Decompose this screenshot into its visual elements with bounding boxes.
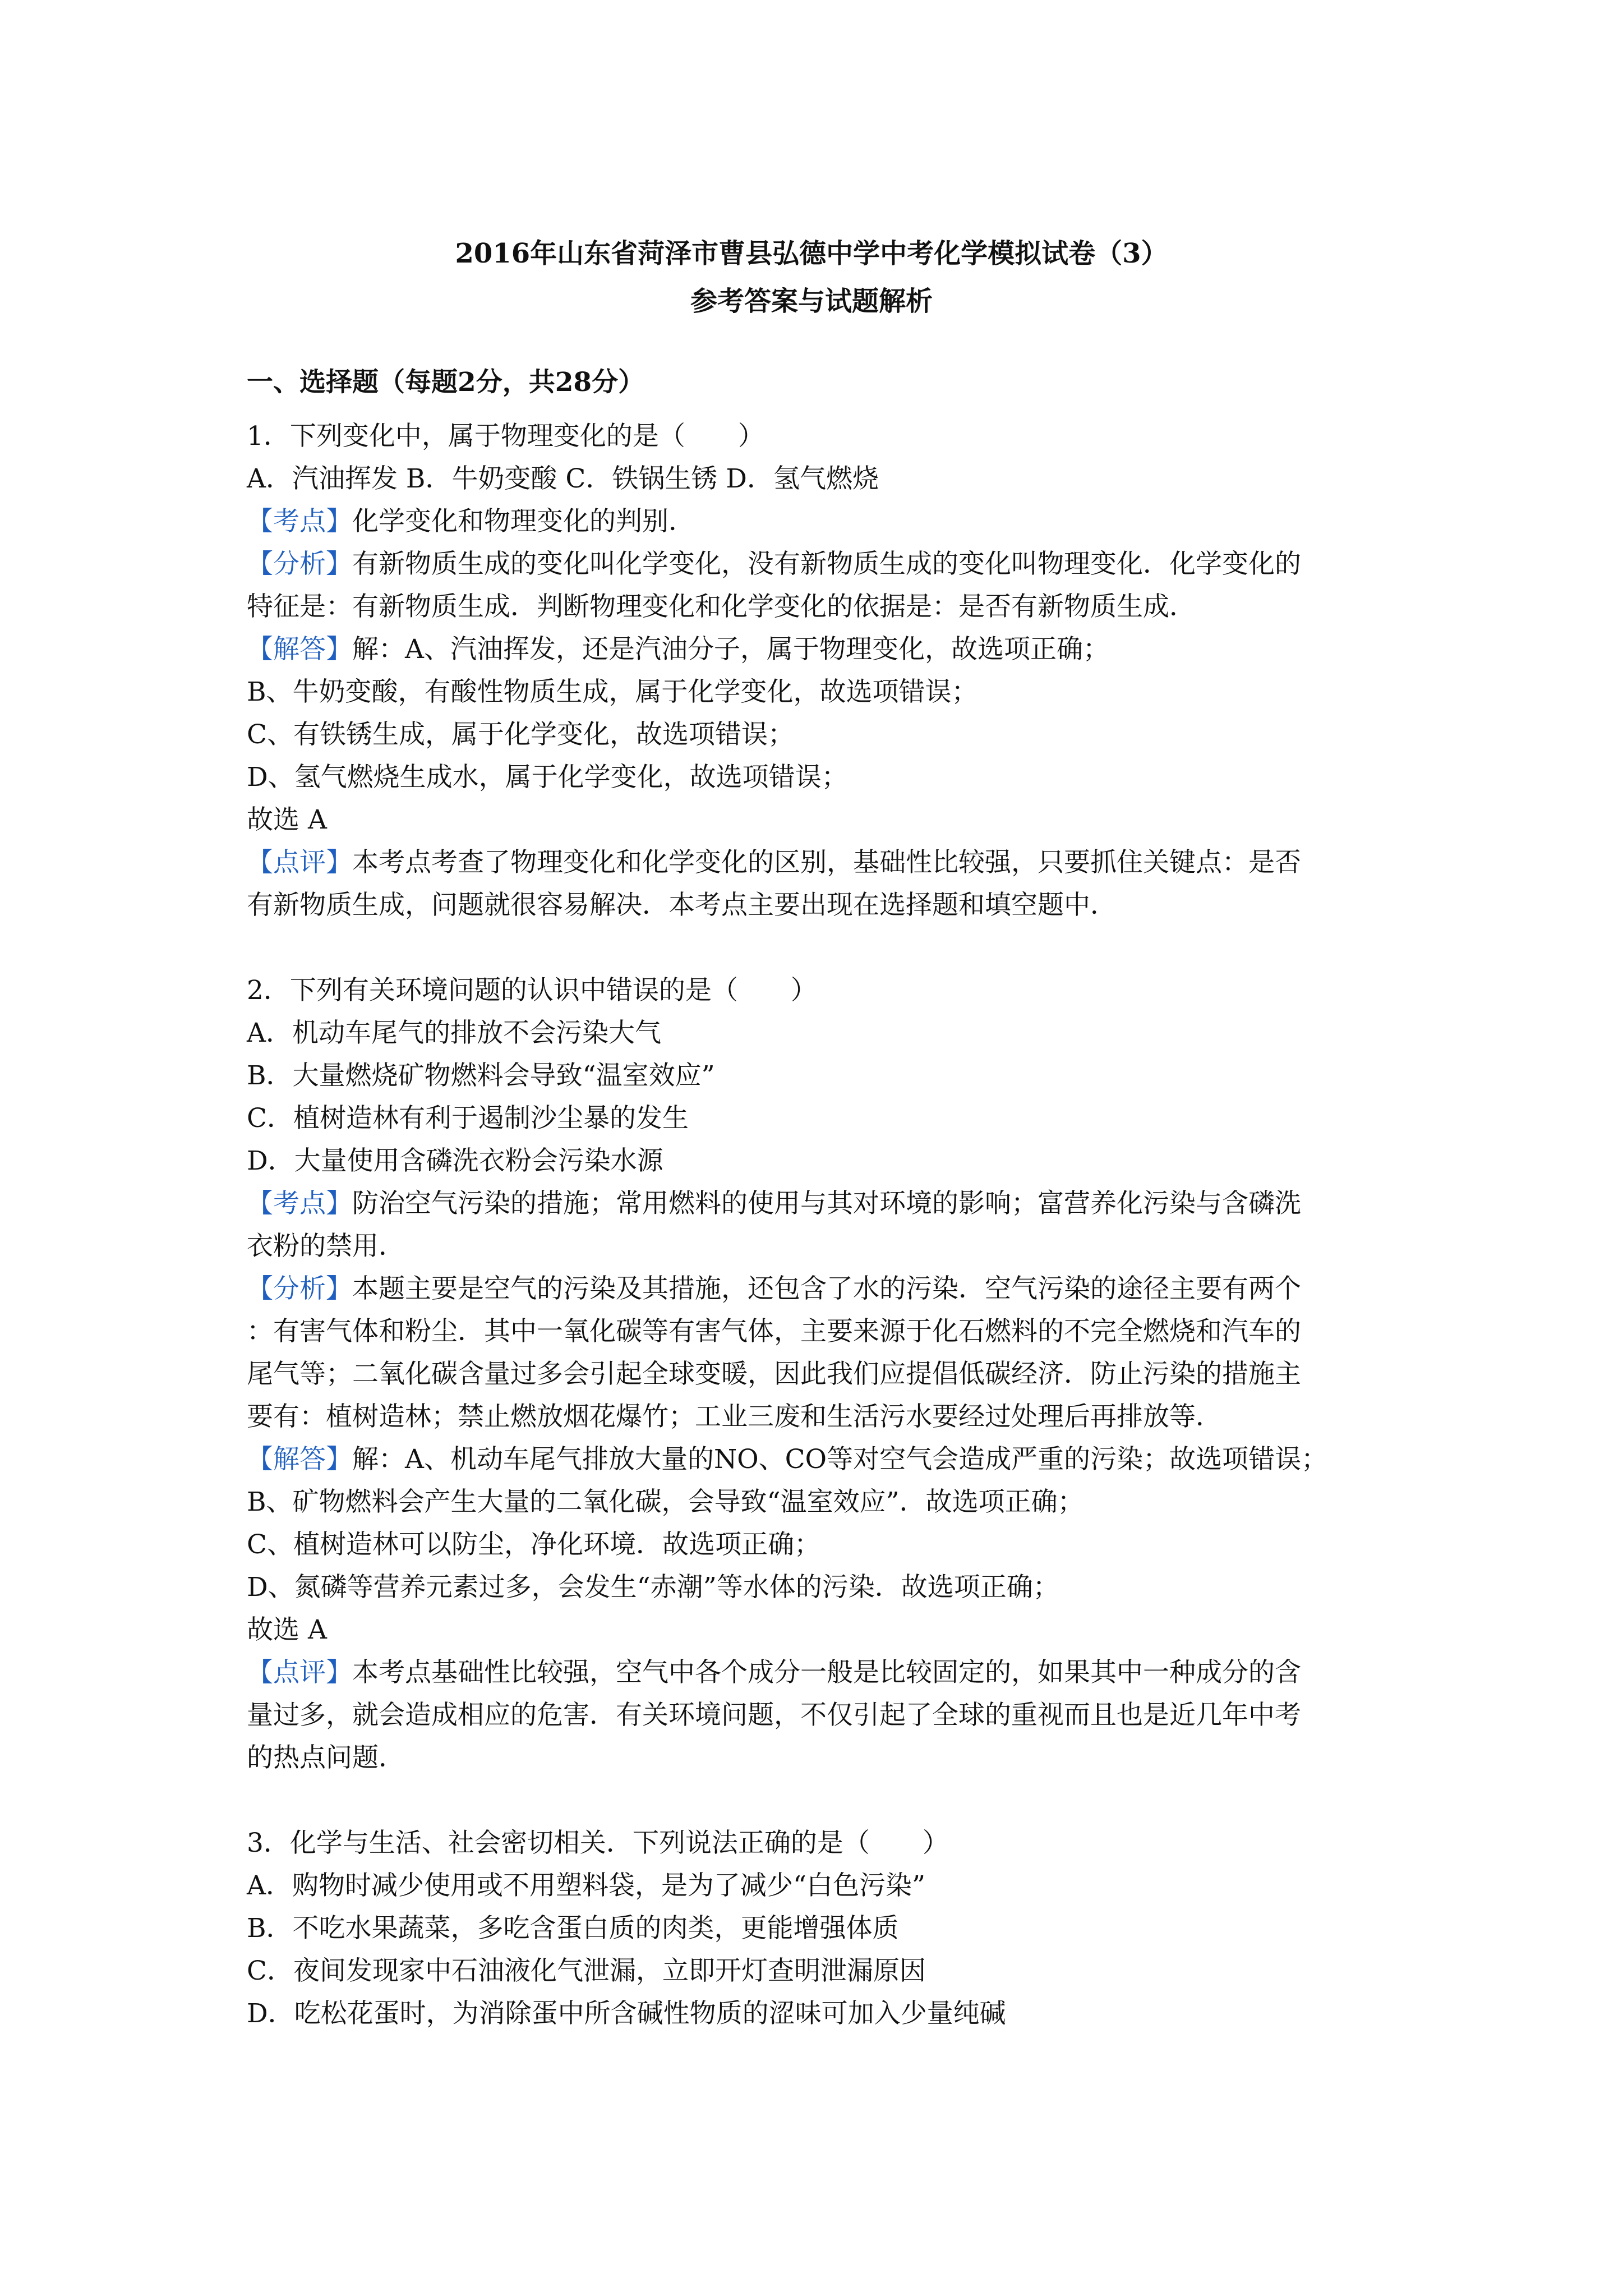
q1-dianping-text: 本考点考查了物理变化和化学变化的区别，基础性比较强，只要抓住关键点：是否: [352, 847, 1301, 878]
q2-jieda-text: 解：A、机动车尾气排放大量的NO、CO等对空气会造成严重的污染；故选项错误；: [352, 1444, 1328, 1475]
q2-dianping-text: 本考点基础性比较强，空气中各个成分一般是比较固定的，如果其中一种成分的含: [352, 1657, 1301, 1688]
q1-kaodian-text: 化学变化和物理变化的判别．: [352, 506, 695, 537]
q3-option-c: C．夜间发现家中石油液化气泄漏，立即开灯查明泄漏原因: [247, 1955, 926, 1986]
q3-option-d: D．吃松花蛋时，为消除蛋中所含碱性物质的涩味可加入少量纯碱: [247, 1998, 1006, 2029]
q3-stem: 3．化学与生活、社会密切相关．下列说法正确的是（ ）: [247, 1828, 949, 1858]
q1-fenxi: [247, 543, 1394, 586]
q2-jieda-c: C、植树造林可以防尘，净化环境．故选项正确；: [247, 1529, 820, 1560]
q1-options: A．汽油挥发 B．牛奶变酸 C．铁锅生锈 D．氢气燃烧: [247, 463, 879, 494]
q1-dianping: [247, 841, 1394, 884]
document-subtitle: 参考答案与试题解析: [690, 286, 933, 317]
dianping-tag: 【点评】: [247, 1657, 352, 1688]
q2-option-c: C．植树造林有利于遏制沙尘暴的发生: [247, 1103, 689, 1134]
q2-option-b: B．大量燃烧矿物燃料会导致“温室效应”: [247, 1060, 715, 1091]
kaodian-tag: 【考点】: [247, 506, 352, 537]
q3-option-a: A．购物时减少使用或不用塑料袋，是为了减少“白色污染”: [247, 1870, 925, 1901]
kaodian-tag: 【考点】: [247, 1188, 352, 1219]
q1-kaodian: [247, 500, 1394, 543]
spacer: [247, 927, 1394, 969]
q2-fenxi: [247, 1268, 1394, 1310]
q1-jieda-b: B、牛奶变酸，有酸性物质生成，属于化学变化，故选项错误；: [247, 677, 978, 707]
fenxi-tag: 【分析】: [247, 549, 352, 579]
q2-option-a: A．机动车尾气的排放不会污染大气: [247, 1018, 661, 1048]
q2-kaodian-text: 防治空气污染的措施；常用燃料的使用与其对环境的影响；富营养化污染与含磷洗: [352, 1188, 1301, 1219]
jieda-tag: 【解答】: [247, 634, 352, 665]
q1-jieda-text: 解：A、汽油挥发，还是汽油分子，属于物理变化，故选项正确；: [352, 634, 1109, 665]
fenxi-tag: 【分析】: [247, 1273, 352, 1304]
q1-fenxi-cont: 特征是：有新物质生成．判断物理变化和化学变化的依据是：是否有新物质生成．: [247, 591, 1196, 622]
q3-option-b: B．不吃水果蔬菜，多吃含蛋白质的肉类，更能增强体质: [247, 1913, 899, 1944]
spacer: [247, 1779, 1394, 1822]
q1-dianping-cont: 有新物质生成，问题就很容易解决．本考点主要出现在选择题和填空题中．: [247, 890, 1117, 921]
q2-kaodian: [247, 1182, 1394, 1225]
q1-fenxi-text: 有新物质生成的变化叫化学变化，没有新物质生成的变化叫物理变化．化学变化的: [352, 549, 1301, 579]
dianping-tag: 【点评】: [247, 847, 352, 878]
q2-kaodian-cont: 衣粉的禁用．: [247, 1231, 405, 1262]
q2-fenxi-cont-1: ：有害气体和粉尘．其中一氧化碳等有害气体，主要来源于化石燃料的不完全燃烧和汽车的: [247, 1316, 1301, 1347]
q1-stem: 1．下列变化中，属于物理变化的是（ ）: [247, 421, 764, 452]
questions-body: [247, 415, 1394, 2035]
jieda-tag: 【解答】: [247, 1444, 352, 1475]
q2-dianping-cont-2: 的热点问题．: [247, 1742, 405, 1773]
q2-fenxi-cont-2: 尾气等；二氧化碳含量过多会引起全球变暖，因此我们应提倡低碳经济．防止污染的措施主: [247, 1359, 1301, 1389]
q2-fenxi-cont-3: 要有：植树造林；禁止燃放烟花爆竹；工业三废和生活污水要经过处理后再排放等．: [247, 1401, 1222, 1432]
q2-dianping-cont-1: 量过多，就会造成相应的危害．有关环境问题，不仅引起了全球的重视而且也是近几年中考: [247, 1700, 1301, 1731]
q1-jieda-d: D、氢气燃烧生成水，属于化学变化，故选项错误；: [247, 762, 848, 793]
q2-stem: 2．下列有关环境问题的认识中错误的是（ ）: [247, 975, 817, 1006]
document-title: 2016年山东省菏泽市曹县弘德中学中考化学模拟试卷（3）: [455, 238, 1168, 269]
q2-jieda-b: B、矿物燃料会产生大量的二氧化碳，会导致“温室效应”．故选项正确；: [247, 1487, 1084, 1517]
q2-dianping: [247, 1651, 1394, 1694]
q2-answer: 故选 A: [247, 1614, 327, 1645]
q1-jieda: [247, 628, 1394, 671]
q2-fenxi-text: 本题主要是空气的污染及其措施，还包含了水的污染．空气污染的途径主要有两个: [352, 1273, 1301, 1304]
section-heading: 一、选择题（每题2分，共28分）: [247, 367, 645, 398]
q2-option-d: D．大量使用含磷洗衣粉会污染水源: [247, 1145, 663, 1176]
q2-jieda-d: D、氮磷等营养元素过多，会发生“赤潮”等水体的污染．故选项正确；: [247, 1572, 1059, 1603]
q1-answer: 故选 A: [247, 804, 327, 835]
q2-jieda: [247, 1438, 1394, 1481]
q1-jieda-c: C、有铁锈生成，属于化学变化，故选项错误；: [247, 719, 794, 750]
